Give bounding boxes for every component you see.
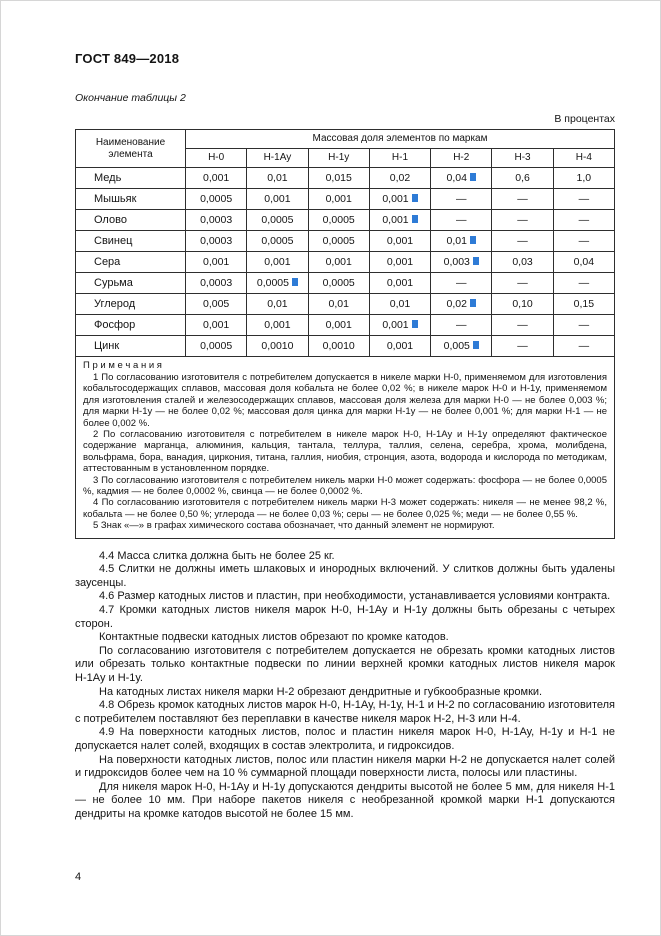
value-cell: 0,04 xyxy=(431,168,492,189)
value-cell: 0,001 xyxy=(369,210,430,231)
table-continuation-caption: Окончание таблицы 2 xyxy=(75,92,186,104)
value-cell: — xyxy=(492,315,553,336)
revision-mark xyxy=(470,299,476,307)
value-cell: 0,01 xyxy=(369,294,430,315)
value-cell: — xyxy=(553,336,614,357)
table-header-row xyxy=(76,130,615,149)
grade-header: Н-1Ау xyxy=(247,149,308,168)
value-cell: 0,01 xyxy=(431,231,492,252)
note-item: 3 По согласованию изготовителя с потребителем никель марки Н-0 может содержать: фосфора — не более 0,0005 %, кадмия — не более 0,0002 %, свинца — не более 0,0002 %. xyxy=(83,474,607,498)
element-name-cell: Сурьма xyxy=(76,273,186,294)
element-name-cell: Свинец xyxy=(76,231,186,252)
paragraph: По согласованию изготовителя с потребителем допускается не обрезать кромки катодных листов или обрезать только контактные подвески по линии верхней кромки катодных листов никеля марок Н-1Ау и Н-1у. xyxy=(75,644,615,685)
value-cell: 0,005 xyxy=(431,336,492,357)
paragraph: 4.4 Масса слитка должна быть не более 25 кг. xyxy=(99,549,335,562)
value-cell: 0,001 xyxy=(186,168,247,189)
page-number: 4 xyxy=(75,871,82,883)
value-cell: 0,0005 xyxy=(247,231,308,252)
revision-mark xyxy=(470,173,476,181)
paragraph: На поверхности катодных листов, полос или пластин никеля марки Н-2 не допускается налет солей и гидроксидов более чем на 10 % суммарной площади поверхности листа, полосы или пластины. xyxy=(75,753,615,780)
element-name-cell: Олово xyxy=(76,210,186,231)
value-cell: 0,0010 xyxy=(247,336,308,357)
paragraph: На катодных листах никеля марки Н-2 обрезают дендритные и губкообразные кромки. xyxy=(99,685,543,698)
revision-mark xyxy=(470,236,476,244)
value-cell: 0,003 xyxy=(431,252,492,273)
value-cell: 0,0005 xyxy=(308,231,369,252)
value-cell: 0,02 xyxy=(431,294,492,315)
value-cell: 0,0005 xyxy=(186,336,247,357)
group-header: Массовая доля элементов по маркам xyxy=(186,130,615,149)
grade-header: Н-4 xyxy=(553,149,614,168)
value-cell: 0,15 xyxy=(553,294,614,315)
table-row xyxy=(76,210,615,231)
notes-title: П р и м е ч а н и я xyxy=(83,360,162,371)
table-row xyxy=(76,231,615,252)
grade-header: Н-0 xyxy=(186,149,247,168)
value-cell: — xyxy=(553,273,614,294)
value-cell: — xyxy=(492,231,553,252)
value-cell: 0,0005 xyxy=(308,273,369,294)
value-cell: 0,001 xyxy=(186,315,247,336)
element-name-cell: Цинк xyxy=(76,336,186,357)
value-cell: 0,001 xyxy=(247,315,308,336)
revision-mark xyxy=(412,194,418,202)
element-name-cell: Сера xyxy=(76,252,186,273)
paragraph: Для никеля марок Н-0, Н-1Ау и Н-1у допускаются дендриты высотой не более 5 мм, для никеля Н-1 — не более 10 мм. При наборе пакетов никеля с необрезанной кромкой марки Н-1 допускаются дендриты на кромке катодов высотой не более 15 мм. xyxy=(75,780,615,820)
notes-content xyxy=(83,372,607,532)
value-cell: — xyxy=(492,336,553,357)
table-row xyxy=(76,315,615,336)
table-row xyxy=(76,273,615,294)
value-cell: 0,001 xyxy=(308,252,369,273)
element-name-cell: Медь xyxy=(76,168,186,189)
value-cell: 0,001 xyxy=(308,315,369,336)
body-text xyxy=(75,550,615,822)
grade-header: Н-1у xyxy=(308,149,369,168)
value-cell: — xyxy=(553,315,614,336)
value-cell: 0,0010 xyxy=(308,336,369,357)
value-cell: 0,001 xyxy=(369,315,430,336)
value-cell: 0,015 xyxy=(308,168,369,189)
value-cell: 0,001 xyxy=(247,189,308,210)
note-item: 1 По согласованию изготовителя с потребителем допускается в никеле марки Н-0, применяемом для изготовления кобальтосодержащих сплавов, массовая доля кобальта не более 0,02 %; в никеле марок Н-0 и Н-1у, применяемом для изготовления сталей и железосодержащих сплавов, массовая доля железа для марки Н-0 — не более 0,003 %; для марки Н-1у — не более 0,02 %; массовая доля цинка для марки Н-1у — не более 0,001 %; для марки Н-1 — не более 0,002 %. xyxy=(83,372,607,429)
revision-mark xyxy=(473,341,479,349)
value-cell: 0,005 xyxy=(186,294,247,315)
value-cell: 0,001 xyxy=(369,273,430,294)
notes-section xyxy=(76,357,615,539)
revision-mark xyxy=(473,257,479,265)
value-cell: — xyxy=(553,189,614,210)
table-row xyxy=(76,252,615,273)
table-row xyxy=(76,336,615,357)
table-row xyxy=(76,168,615,189)
value-cell: 0,001 xyxy=(369,231,430,252)
value-cell: — xyxy=(431,273,492,294)
value-cell: 0,0005 xyxy=(247,273,308,294)
value-cell: 0,0005 xyxy=(247,210,308,231)
notes-row xyxy=(76,357,615,539)
value-cell: — xyxy=(431,315,492,336)
value-cell: 0,0003 xyxy=(186,210,247,231)
value-cell: 0,01 xyxy=(247,168,308,189)
paragraph: 4.9 На поверхности катодных листов, полос и пластин никеля марок Н-0, Н-1Ау, Н-1у и Н-1 не допускается налет солей, входящих в состав электролита, и гидроксидов. xyxy=(75,726,615,752)
value-cell: — xyxy=(553,231,614,252)
element-name-cell: Фосфор xyxy=(76,315,186,336)
revision-mark xyxy=(412,320,418,328)
value-cell: 0,001 xyxy=(247,252,308,273)
element-column-header: Наименование элемента xyxy=(76,130,186,168)
value-cell: — xyxy=(492,273,553,294)
value-cell: 0,0003 xyxy=(186,273,247,294)
value-cell: 0,001 xyxy=(369,336,430,357)
grade-header: Н-3 xyxy=(492,149,553,168)
element-name-cell: Мышьяк xyxy=(76,189,186,210)
value-cell: 0,10 xyxy=(492,294,553,315)
value-cell: — xyxy=(492,189,553,210)
composition-table xyxy=(75,129,615,539)
grade-header: Н-1 xyxy=(369,149,430,168)
table-row xyxy=(76,189,615,210)
value-cell: 0,02 xyxy=(369,168,430,189)
value-cell: 0,0005 xyxy=(186,189,247,210)
value-cell: 0,01 xyxy=(308,294,369,315)
units-note: В процентах xyxy=(554,113,615,125)
standard-number: ГОСТ 849—2018 xyxy=(75,51,180,66)
value-cell: 0,0003 xyxy=(186,231,247,252)
value-cell: — xyxy=(431,189,492,210)
note-item: 4 По согласованию изготовителя с потребителем никель марки Н-3 может содержать: никеля — не менее 98,2 %, кобальта — не более 0,50 %; углерода — не более 0,03 %; серы — не более 0,025 %; меди — не более 0,55 %. xyxy=(83,497,607,520)
value-cell: — xyxy=(492,210,553,231)
table-body xyxy=(76,168,615,357)
value-cell: 0,01 xyxy=(247,294,308,315)
value-cell: 0,001 xyxy=(369,252,430,273)
value-cell: 0,04 xyxy=(553,252,614,273)
value-cell: — xyxy=(431,210,492,231)
revision-mark xyxy=(412,215,418,223)
paragraph: 4.7 Кромки катодных листов никеля марок Н-0, Н-1Ау и Н-1у должны быть обрезаны с четырех сторон. xyxy=(75,604,615,630)
paragraph: 4.8 Обрезь кромок катодных листов марок Н-0, Н-1Ау, Н-1у, Н-1 и Н-2 по согласованию изготовителя с потребителем поставляют без переплавки в качестве никеля марок Н-2, Н-3 или Н-4. xyxy=(75,699,615,725)
value-cell: 0,001 xyxy=(308,189,369,210)
paragraph: 4.5 Слитки не должны иметь шлаковых и инородных включений. У слитков должны быть удалены заусенцы. xyxy=(75,563,615,589)
note-item: 2 По согласованию изготовителя с потребителем в никеле марок Н-0, Н-1Ау и Н-1у определяют фактическое содержание марганца, алюминия, кальция, тантала, теллура, таллия, селена, серебра, хрома, молибдена, вольфрама, бора, ванадия, циркония, титана, галлия, ниобия, стронция, азота, водорода и кислорода по методикам, аттестованным в установленном порядке. xyxy=(83,429,607,475)
paragraph: 4.6 Размер катодных листов и пластин, при необходимости, устанавливается условиями контракта. xyxy=(99,590,611,603)
value-cell: 0,03 xyxy=(492,252,553,273)
paragraph: Контактные подвески катодных листов обрезают по кромке катодов. xyxy=(99,631,449,644)
value-cell: 1,0 xyxy=(553,168,614,189)
grade-header: Н-2 xyxy=(431,149,492,168)
revision-mark xyxy=(292,278,298,286)
table-row xyxy=(76,294,615,315)
element-name-cell: Углерод xyxy=(76,294,186,315)
value-cell: 0,0005 xyxy=(308,210,369,231)
value-cell: 0,001 xyxy=(369,189,430,210)
notes-cell xyxy=(76,357,615,539)
value-cell: 0,6 xyxy=(492,168,553,189)
value-cell: 0,001 xyxy=(186,252,247,273)
note-item: 5 Знак «—» в графах химического состава обозначает, что данный элемент не нормируют. xyxy=(93,520,495,532)
value-cell: — xyxy=(553,210,614,231)
